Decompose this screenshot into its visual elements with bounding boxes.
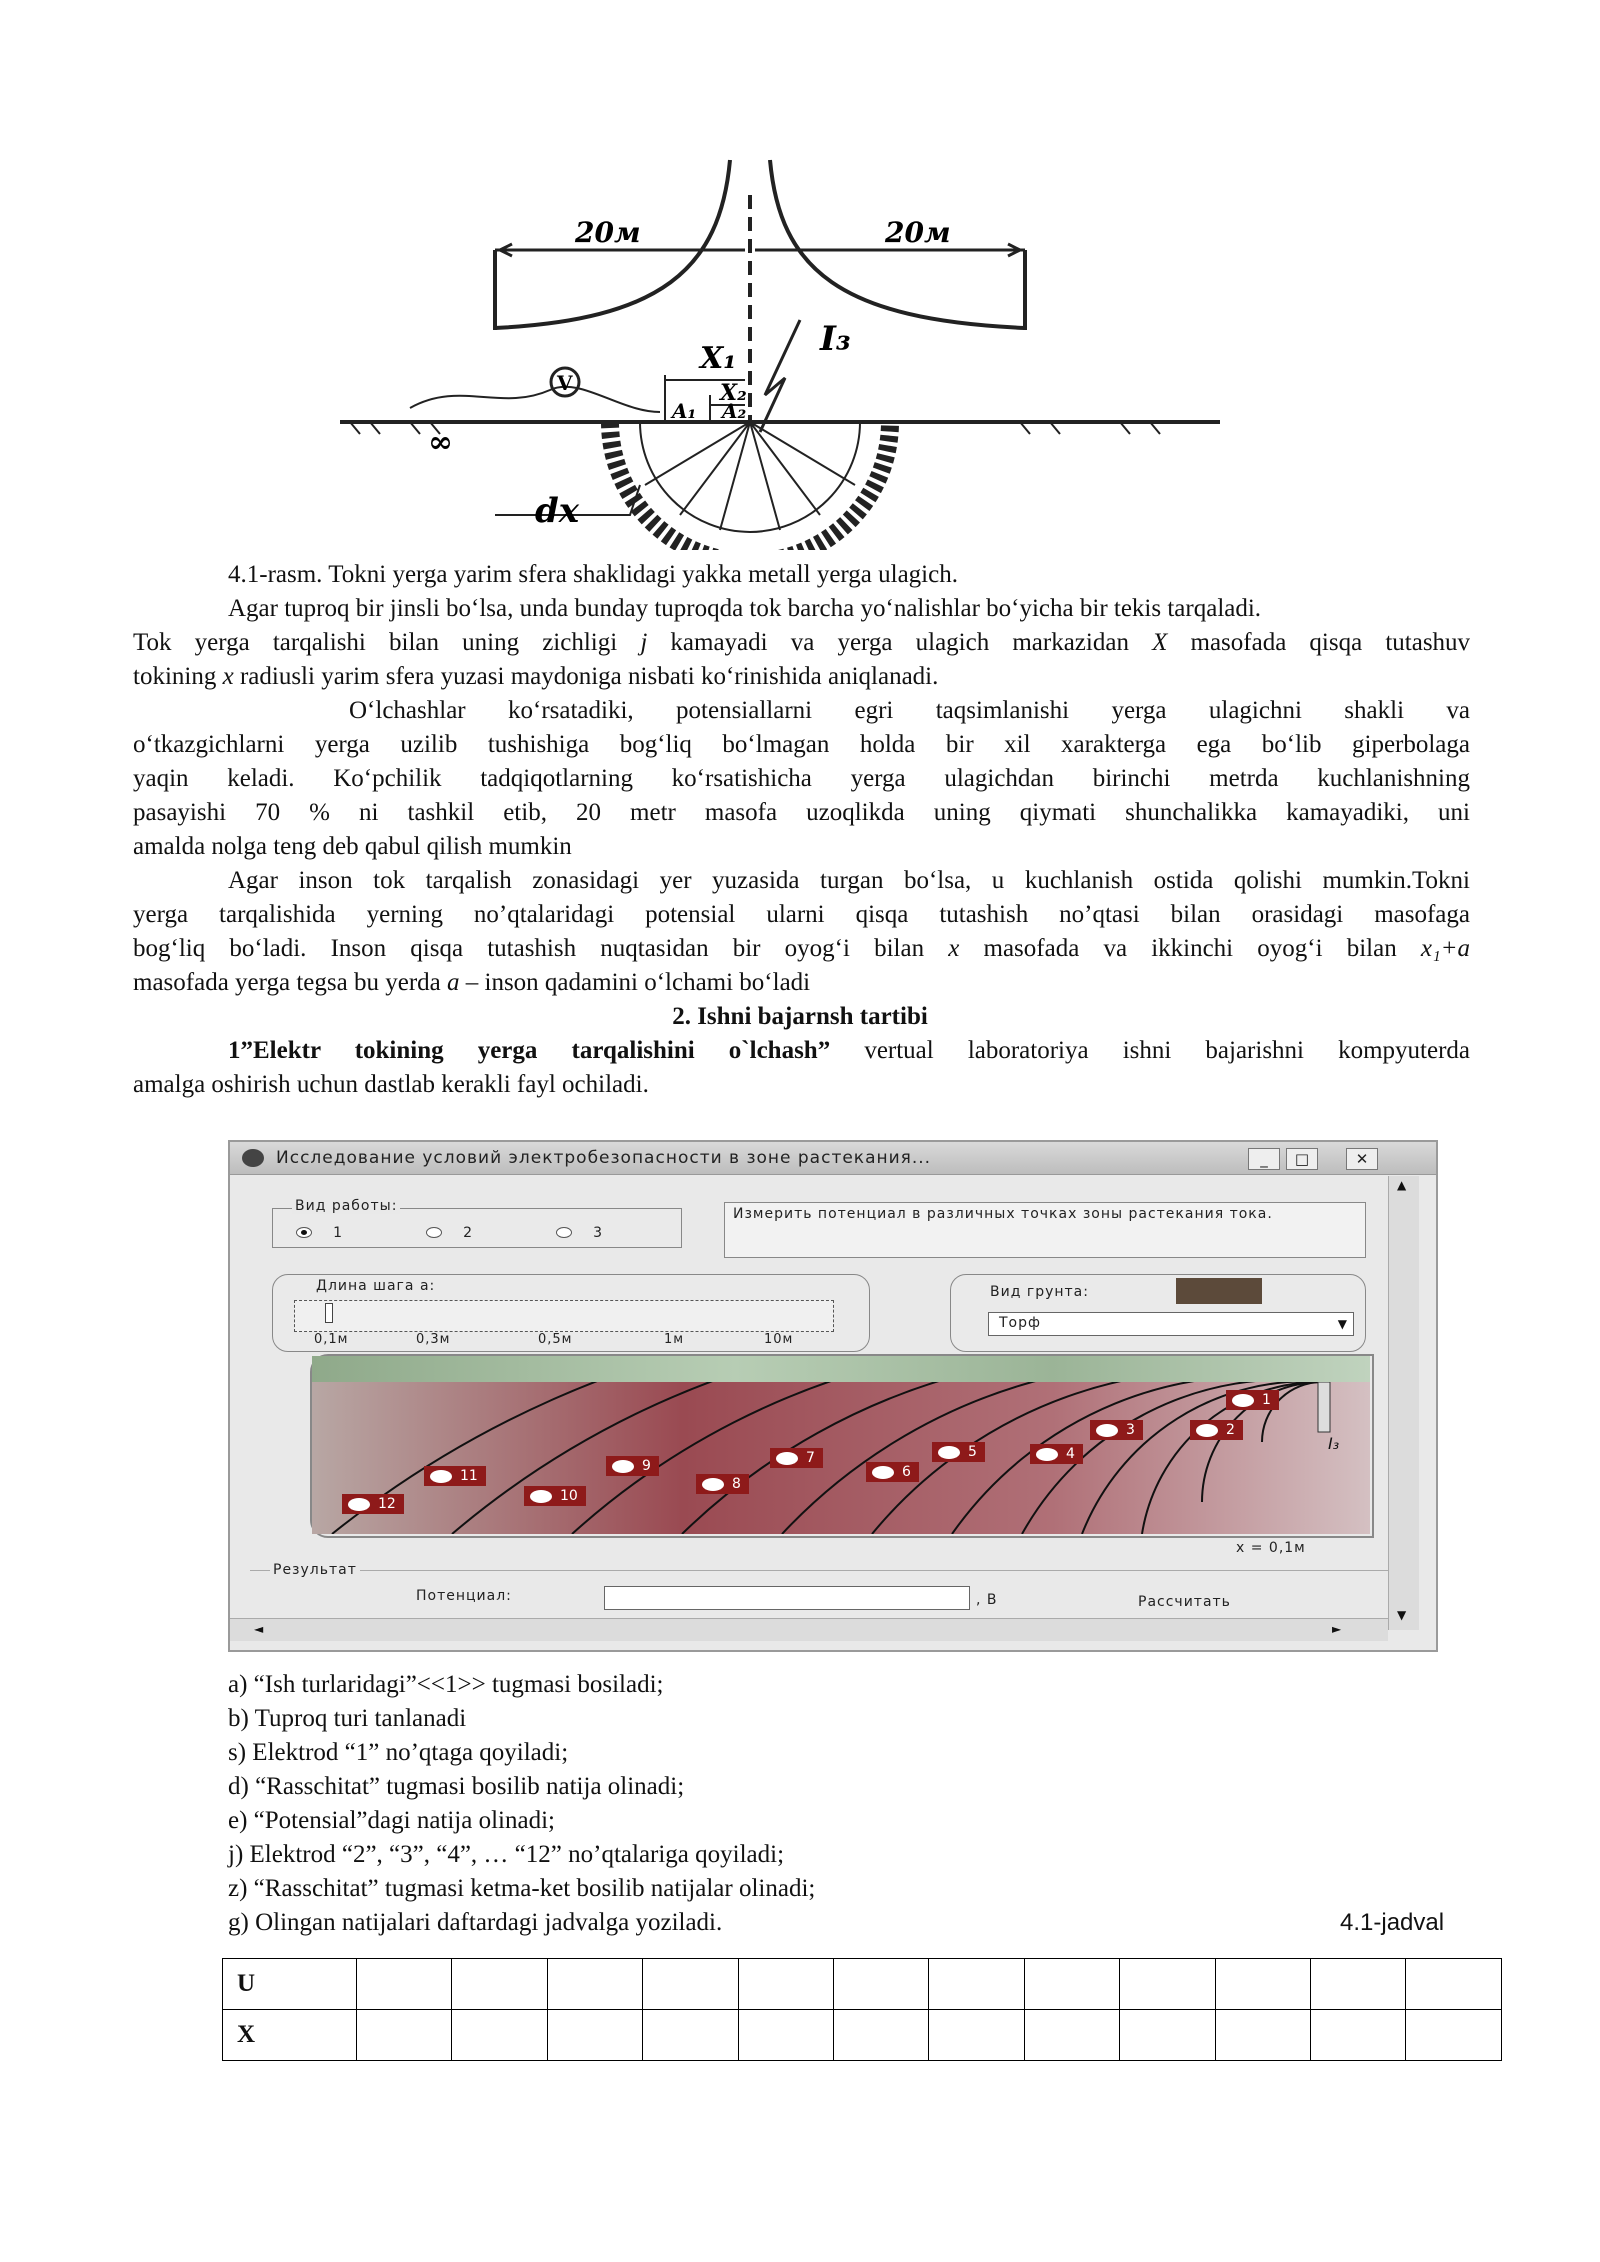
figure-caption: 4.1-rasm. Tokni yerga yarim sfera shaklidagi yakka metall yerga ulagich. [228, 561, 958, 588]
point-marker-10[interactable]: 10 [524, 1486, 586, 1506]
para4-line2: amalga oshirish uchun dastlab kerakli fayl ochiladi. [133, 1071, 649, 1098]
step-tick-1: 0,3м [416, 1332, 451, 1347]
step-length-slider[interactable] [294, 1300, 834, 1332]
lab-app-window [228, 1140, 1438, 1652]
step-z: z) “Rasschitat” tugmasi ketma-ket bosilib natijalar olinadi; [228, 1875, 816, 1902]
row-label-u: U [223, 1959, 357, 2010]
para4-line1: 1”Elektr tokining yerga tarqalishini o`lchash” vertual laboratoriya ishni bajarishni kompyuterda [228, 1037, 1471, 1064]
table-row-u [223, 1959, 1502, 2010]
para1-line2: Tok yerga tarqalishi bilan uning zichligi j kamayadi va yerga ulagich markazidan X masofada qisqa tutashuv [133, 629, 1471, 656]
para2-line1: O‘lchashlar ko‘rsatadiki, potensiallarni egri taqsimlanishi yerga ulagichni shakli va [349, 697, 1470, 724]
step-b: b) Tuproq turi tanlanadi [228, 1705, 467, 1732]
potential-input[interactable] [604, 1586, 970, 1610]
slider-handle[interactable] [325, 1303, 333, 1323]
para2-line3: yaqin keladi. Ko‘pchilik tadqiqotlarning ko‘rsatishicha yerga ulagichdan birinchi metrda kuchlanishning [133, 765, 1470, 792]
step-j: j) Elektrod “2”, “3”, “4”, … “12” no’qtalariga qoyiladi; [228, 1841, 785, 1868]
table-cell [834, 1959, 929, 2010]
point-11-icon [430, 1470, 452, 1483]
electrode-label: I₃ [1328, 1434, 1340, 1453]
label-i3: I₃ [820, 319, 851, 359]
table-cell [1120, 1959, 1215, 2010]
label-20m-left: 20м [575, 216, 641, 249]
table-cell [929, 2010, 1024, 2061]
radio-3[interactable]: 3 [556, 1222, 603, 1241]
table-cell [1024, 2010, 1119, 2061]
table-caption: 4.1-jadval [1340, 1909, 1445, 1936]
soil-type-value: Торф [999, 1315, 1041, 1331]
result-label: Результат [270, 1562, 360, 1578]
table-cell [834, 2010, 929, 2061]
step-tick-3: 1м [664, 1332, 685, 1347]
point-marker-9[interactable]: 9 [606, 1456, 659, 1476]
point-marker-12[interactable]: 12 [342, 1494, 404, 1514]
radio-1[interactable]: 1 [296, 1222, 343, 1241]
point-marker-8[interactable]: 8 [696, 1474, 749, 1494]
row-label-x: X [223, 2010, 357, 2061]
point-12-icon [348, 1498, 370, 1511]
horizontal-scrollbar[interactable] [230, 1618, 1388, 1641]
point-marker-4[interactable]: 4 [1030, 1444, 1083, 1464]
para3-line4: masofada yerga tegsa bu yerda a – inson qadamini o‘lchami bo‘ladi [133, 969, 811, 996]
table-cell [547, 2010, 642, 2061]
step-g: g) Olingan natijalari daftardagi jadvalga yoziladi. [228, 1909, 723, 1936]
table-cell [643, 1959, 738, 2010]
step-length-label: Длина шага а: [316, 1278, 436, 1294]
point-8-icon [702, 1478, 724, 1491]
table-cell [738, 2010, 833, 2061]
step-tick-4: 10м [764, 1332, 794, 1347]
table-cell [1311, 2010, 1406, 2061]
para1-line1: Agar tuproq bir jinsli bo‘lsa, unda bunday tuproqda tok barcha yo‘nalishlar bo‘yicha bir tekis tarqaladi. [228, 595, 1262, 622]
table-cell [357, 2010, 452, 2061]
table-cell [1215, 2010, 1310, 2061]
table-cell [1024, 1959, 1119, 2010]
step-tick-2: 0,5м [538, 1332, 573, 1347]
app-title: Исследование условий электробезопасности в зоне растекания... [276, 1148, 932, 1168]
table-cell [1215, 1959, 1310, 2010]
point-marker-1[interactable]: 1 [1226, 1390, 1279, 1410]
para3-line3: bog‘liq bo‘ladi. Inson qisqa tutashish nuqtasidan bir oyog‘i bilan x masofada va ikkinchi oyog‘i bilan x₁+a [133, 935, 1471, 962]
results-table [222, 1958, 1502, 2061]
app-title-bar [230, 1142, 1436, 1175]
soil-swatch [1176, 1278, 1262, 1304]
table-cell [1406, 2010, 1502, 2061]
table-cell [452, 1959, 547, 2010]
point-7-icon [776, 1452, 798, 1465]
label-x1: X₁ [700, 341, 737, 376]
section-title: 2. Ishni bajarnsh tartibi [672, 1003, 928, 1030]
point-4-icon [1036, 1448, 1058, 1461]
x-readout: x = 0,1м [1236, 1540, 1306, 1556]
table-cell [1120, 2010, 1215, 2061]
para2-line2: o‘tkazgichlarni yerga uzilib tushishiga bog‘liq bo‘lmagan holda bir xil xarakterga ega bo‘lib giperbolaga [133, 731, 1470, 758]
para3-line2: yerga tarqalishida yerning no’qtalaridagi potensial ularni qisqa tutashish no’qtasi bilan orasidagi masofaga [133, 901, 1470, 928]
vertical-scrollbar[interactable] [1388, 1176, 1419, 1630]
work-type-label: Вид работы: [292, 1198, 400, 1214]
calculate-button[interactable]: Рассчитать [1138, 1594, 1231, 1610]
radio-2[interactable]: 2 [426, 1222, 473, 1241]
point-9-icon [612, 1460, 634, 1473]
step-d: d) “Rasschitat” tugmasi bosilib natija olinadi; [228, 1773, 685, 1800]
point-1-icon [1232, 1394, 1254, 1407]
grass-strip [312, 1356, 1370, 1382]
point-marker-7[interactable]: 7 [770, 1448, 823, 1468]
point-10-icon [530, 1490, 552, 1503]
para3-line1: Agar inson tok tarqalish zonasidagi yer yuzasida turgan bo‘lsa, u kuchlanish ostida qolishi mumkin.Tokni [228, 867, 1470, 894]
point-marker-11[interactable]: 11 [424, 1466, 486, 1486]
minimize-button[interactable]: _ [1248, 1148, 1280, 1170]
point-2-icon [1196, 1424, 1218, 1437]
close-button[interactable]: ✕ [1346, 1148, 1378, 1170]
point-marker-3[interactable]: 3 [1090, 1420, 1143, 1440]
label-infinity: ∞ [428, 425, 453, 460]
para1-line3: tokining x radiusli yarim sfera yuzasi maydoniga nisbati ko‘rinishida aniqlanadi. [133, 663, 939, 690]
label-20m-right: 20м [885, 216, 951, 249]
table-cell [547, 1959, 642, 2010]
table-cell [1311, 1959, 1406, 2010]
grounding-hemisphere-diagram [320, 150, 1240, 550]
point-marker-2[interactable]: 2 [1190, 1420, 1243, 1440]
point-6-icon [872, 1466, 894, 1479]
table-cell [643, 2010, 738, 2061]
table-cell [738, 1959, 833, 2010]
point-marker-5[interactable]: 5 [932, 1442, 985, 1462]
soil-cross-section [312, 1382, 1370, 1534]
scroll-down-icon[interactable]: ▼ [1397, 1608, 1407, 1622]
task-description-box [724, 1202, 1366, 1258]
soil-type-label: Вид грунта: [990, 1284, 1089, 1300]
label-dx: dx [535, 491, 580, 531]
label-x2: X₂ [720, 380, 747, 406]
scroll-up-icon[interactable]: ▲ [1397, 1178, 1407, 1192]
soil-type-select[interactable] [988, 1312, 1354, 1336]
table-cell [357, 1959, 452, 2010]
label-a2: A₂ [722, 399, 747, 423]
chevron-down-icon: ▼ [1337, 1317, 1347, 1331]
para2-line5: amalda nolga teng deb qabul qilish mumkin [133, 833, 572, 860]
scroll-left-icon[interactable]: ◄ [254, 1622, 264, 1636]
result-divider [250, 1570, 1390, 1571]
step-s: s) Elektrod “1” no’qtaga qoyiladi; [228, 1739, 569, 1766]
step-tick-0: 0,1м [314, 1332, 349, 1347]
point-5-icon [938, 1446, 960, 1459]
label-a1: A₁ [672, 399, 697, 423]
table-cell [929, 1959, 1024, 2010]
scroll-right-icon[interactable]: ► [1332, 1622, 1342, 1636]
step-a: a) “Ish turlaridagi”<<1>> tugmasi bosiladi; [228, 1671, 664, 1698]
point-3-icon [1096, 1424, 1118, 1437]
label-v: V [557, 371, 573, 395]
table-row-x [223, 2010, 1502, 2061]
para2-line4: pasayishi 70 % ni tashkil etib, 20 metr masofa uzoqlikda uning qiymati shunchalikka kamayadiki, uni [133, 799, 1470, 826]
task-description: Измерить потенциал в различных точках зоны растекания тока. [733, 1206, 1273, 1222]
table-cell [1406, 1959, 1502, 2010]
point-marker-6[interactable]: 6 [866, 1462, 919, 1482]
app-icon [242, 1149, 264, 1167]
potential-unit: , В [976, 1592, 998, 1608]
maximize-button[interactable]: □ [1286, 1148, 1318, 1170]
potential-label: Потенциал: [416, 1588, 512, 1604]
table-cell [452, 2010, 547, 2061]
step-e: e) “Potensial”dagi natija olinadi; [228, 1807, 555, 1834]
